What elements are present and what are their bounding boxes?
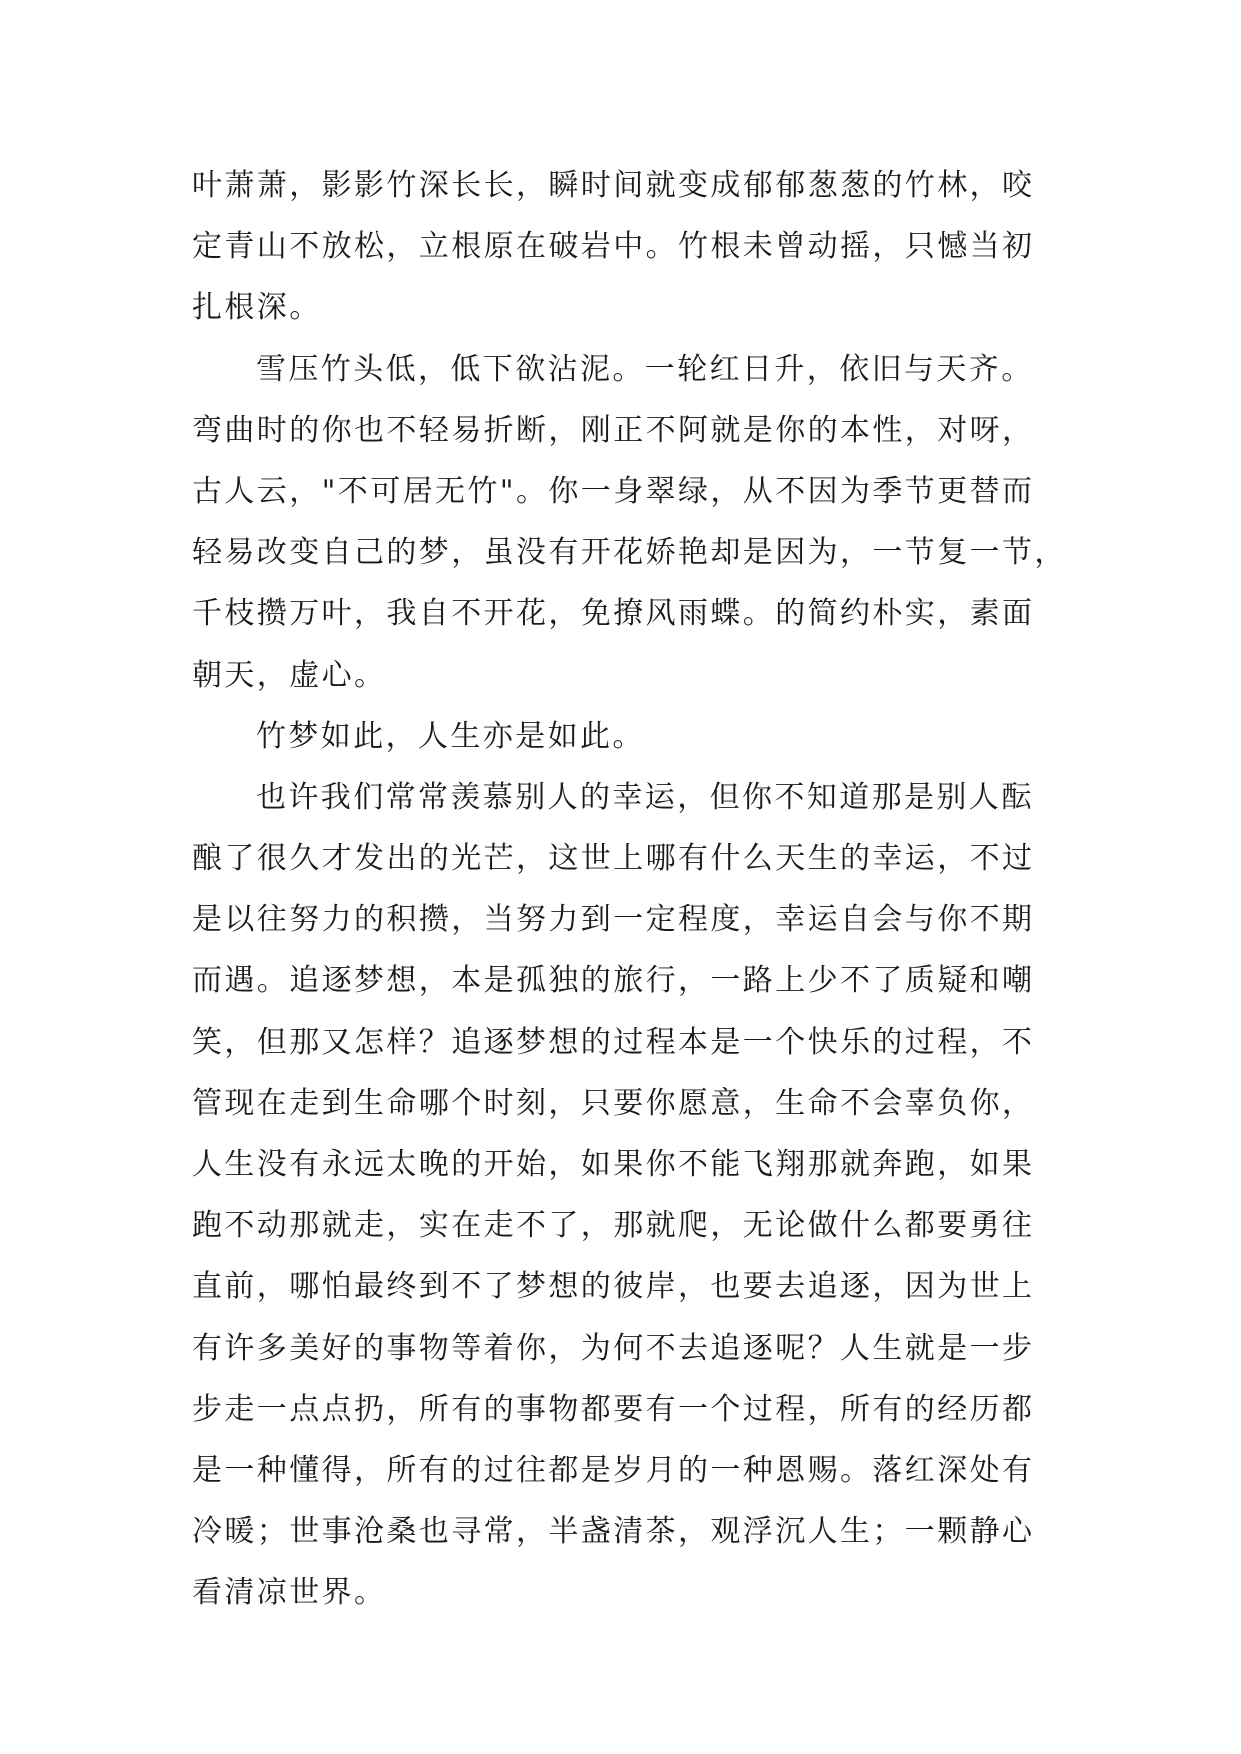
text-line: 千枝攒万叶，我自不开花，免撩风雨蝶。的简约朴实，素面 (192, 596, 1035, 632)
text-line: 跑不动那就走，实在走不了，那就爬，无论做什么都要勇往 (192, 1208, 1035, 1244)
text-line: 扎根深。 (192, 290, 322, 326)
text-line: 笑，但那又怎样？追逐梦想的过程本是一个快乐的过程，不 (192, 1024, 1035, 1060)
text-line: 也许我们常常羡慕别人的幸运，但你不知道那是别人酝 (256, 779, 1034, 815)
text-line: 叶萧萧，影影竹深长长，瞬时间就变成郁郁葱葱的竹林，咬 (192, 168, 1035, 203)
text-line: 酿了很久才发出的光芒，这世上哪有什么天生的幸运，不过 (192, 841, 1035, 877)
text-line: 是一种懂得，所有的过往都是岁月的一种恩赐。落红深处有 (192, 1452, 1035, 1488)
text-line: 朝天，虚心。 (192, 657, 387, 693)
body-text (192, 155, 1067, 1624)
text-line: 雪压竹头低，低下欲沾泥。一轮红日升，依旧与天齐。 (256, 351, 1034, 387)
text-line: 冷暖；世事沧桑也寻常，半盏清茶，观浮沉人生；一颗静心 (192, 1514, 1035, 1550)
text-line: 是以往努力的积攒，当努力到一定程度，幸运自会与你不期 (192, 902, 1035, 938)
text-line: 人生没有永远太晚的开始，如果你不能飞翔那就奔跑，如果 (192, 1147, 1035, 1182)
text-line: 步走一点点扔，所有的事物都要有一个过程，所有的经历都 (192, 1391, 1035, 1427)
text-line: 弯曲时的你也不轻易折断，刚正不阿就是你的本性，对呀， (192, 412, 1035, 448)
text-line: 看清凉世界。 (192, 1575, 387, 1611)
text-line: 古人云，"不可居无竹"。你一身翠绿，从不因为季节更替而 (192, 473, 1035, 509)
text-line: 直前，哪怕最终到不了梦想的彼岸，也要去追逐，因为世上 (192, 1269, 1035, 1305)
text-line: 竹梦如此，人生亦是如此。 (256, 718, 645, 754)
text-line: 轻易改变自己的梦，虽没有开花娇艳却是因为，一节复一节， (192, 535, 1067, 571)
text-line: 定青山不放松，立根原在破岩中。竹根未曾动摇，只憾当初 (192, 229, 1035, 265)
text-line: 管现在走到生命哪个时刻，只要你愿意，生命不会辜负你， (192, 1085, 1035, 1121)
text-line: 而遇。追逐梦想，本是孤独的旅行，一路上少不了质疑和嘲 (192, 963, 1035, 999)
text-line: 有许多美好的事物等着你，为何不去追逐呢？人生就是一步 (192, 1330, 1035, 1366)
